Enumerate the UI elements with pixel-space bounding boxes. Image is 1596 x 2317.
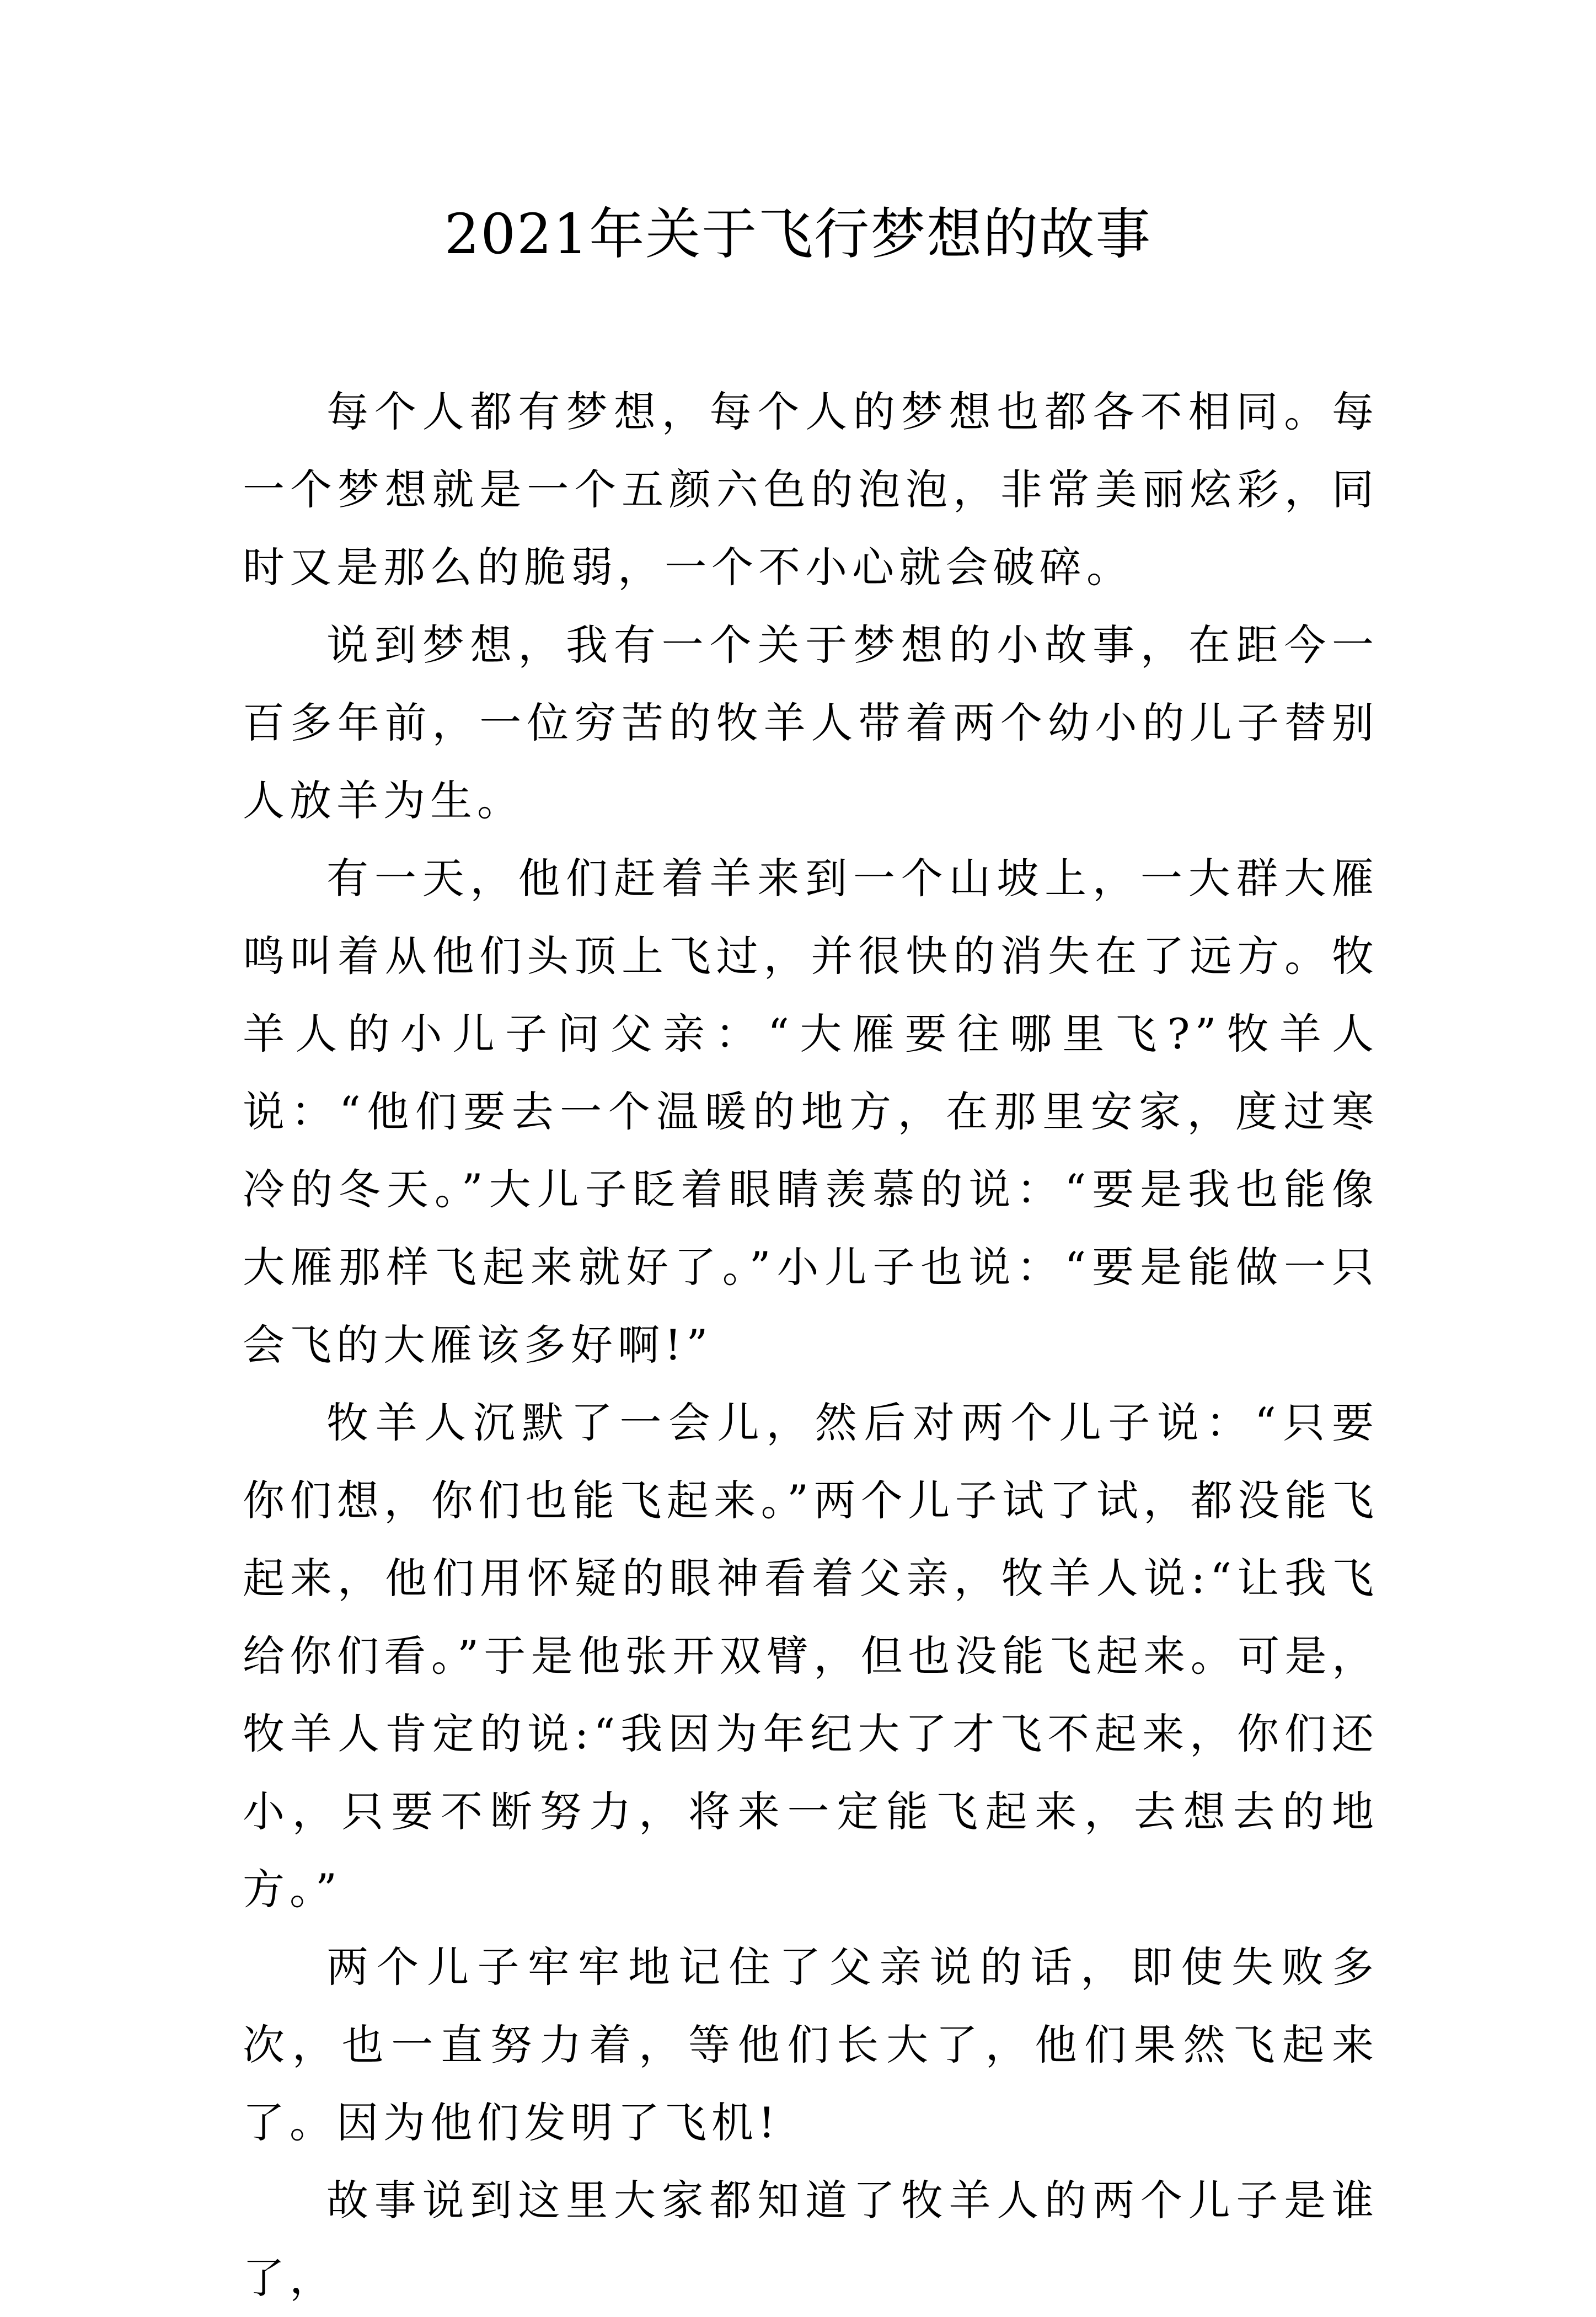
paragraph-1: 每个人都有梦想，每个人的梦想也都各不相同。每一个梦想就是一个五颜六色的泡泡，非常美丽炫彩，同时又是那么的脆弱，一个不小心就会破碎。 [243,387,1379,592]
paragraph-5: 两个儿子牢牢地记住了父亲说的话，即使失败多次，也一直努力着，等他们长大了，他们果然飞起来了。因为他们发明了飞机! [243,1943,1379,2147]
paragraph-4: 牧羊人沉默了一会儿，然后对两个儿子说：“只要你们想，你们也能飞起来。”两个儿子试了试，都没能飞起来，他们用怀疑的眼神看着父亲，牧羊人说:“让我飞给你们看。”于是他张开双臂，但也没能飞起来。可是，牧羊人肯定的说:“我因为年纪大了才飞不起来，你们还小，只要不断努力，将来一定能飞起来，去想去的地方。” [243,1398,1379,1914]
paragraph-3: 有一天，他们赶着羊来到一个山坡上，一大群大雁鸣叫着从他们头顶上飞过，并很快的消失在了远方。牧羊人的小儿子问父亲：“大雁要往哪里飞?”牧羊人说：“他们要去一个温暖的地方，在那里安家，度过寒冷的冬天。”大儿子眨着眼睛羡慕的说：“要是我也能像大雁那样飞起来就好了。”小儿子也说：“要是能做一只会飞的大雁该多好啊!” [243,854,1379,1369]
paragraph-2: 说到梦想，我有一个关于梦想的小故事，在距今一百多年前，一位穷苦的牧羊人带着两个幼小的儿子替别人放羊为生。 [243,620,1379,825]
document-body [243,373,1379,2317]
document-title: 2021年关于飞行梦想的故事 [444,202,1152,266]
paragraph-6: 故事说到这里大家都知道了牧羊人的两个儿子是谁了， [243,2176,1379,2303]
